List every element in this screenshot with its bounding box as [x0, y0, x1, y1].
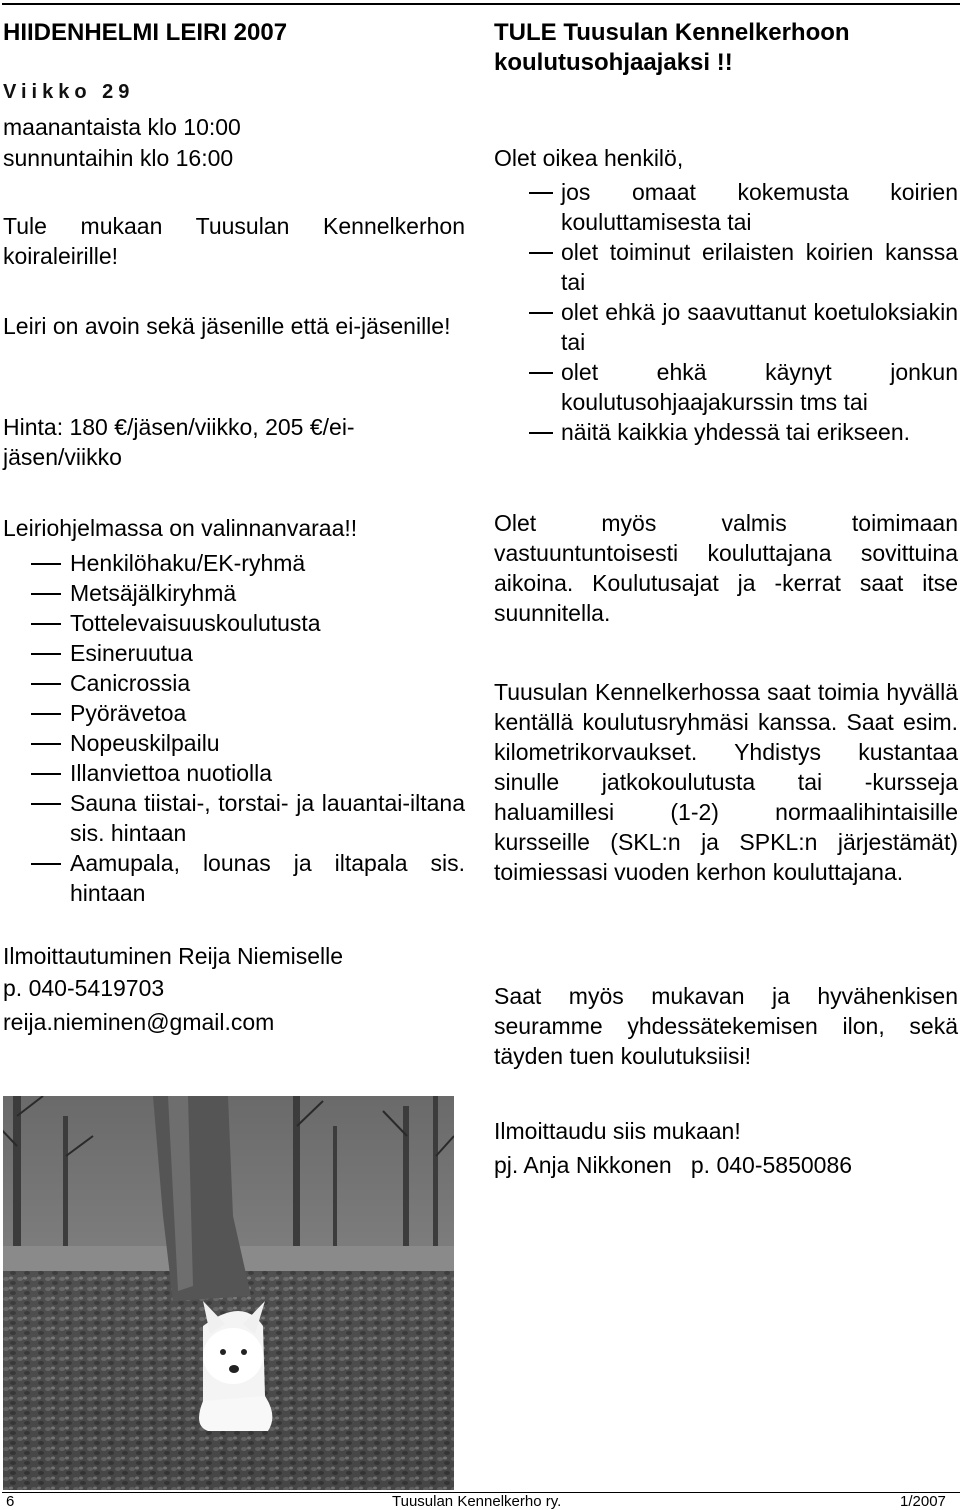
page-number: 6: [6, 1493, 15, 1510]
registration-contact: Ilmoittautuminen Reija Niemiselle: [3, 943, 344, 969]
program-item: Canicrossia: [3, 668, 465, 698]
recruit-title: TULE Tuusulan Kennelkerhoon koulutusohjaajaksi !!: [494, 19, 850, 76]
camp-start-time: maanantaista klo 10:00: [3, 114, 241, 140]
chair-contact: pj. Anja Nikkonen p. 040-5850086: [494, 1152, 853, 1178]
camp-end-time: sunnuntaihin klo 16:00: [3, 145, 234, 171]
week-label: Viikko 29: [3, 81, 135, 103]
condition-item: olet toiminut erilaisten koirien kanssa tai: [494, 237, 958, 297]
camp-title: HIIDENHELMI LEIRI 2007: [3, 19, 288, 46]
footer-issue: 1/2007: [900, 1493, 946, 1510]
program-item: Henkilöhaku/EK-ryhmä: [3, 548, 465, 578]
top-rule: [2, 3, 960, 5]
program-item: Illanviettoa nuotiolla: [3, 758, 465, 788]
condition-item: näitä kaikkia yhdessä tai erikseen.: [494, 417, 958, 447]
recruit-paragraph-1: Olet myös valmis toimimaan vastuuntuntoisesti kouluttajana sovittuina aikoina. Koulutusajat ja -kerrat saat itse suunnitella.: [494, 510, 958, 626]
program-item: Pyörävetoa: [3, 698, 465, 728]
conditions-list: [494, 177, 958, 447]
footer-publisher: Tuusulan Kennelkerho ry.: [392, 1493, 562, 1510]
condition-item: olet ehkä käynyt jonkun koulutusohjaajakurssin tms tai: [494, 357, 958, 417]
program-list: [3, 548, 465, 908]
condition-item: jos omaat kokemusta koirien kouluttamisesta tai: [494, 177, 958, 237]
recruit-lead: Olet oikea henkilö,: [494, 145, 684, 171]
registration-phone: p. 040-5419703: [3, 975, 165, 1001]
camp-open-info: Leiri on avoin sekä jäsenille että ei-jäsenille!: [3, 313, 451, 339]
dog-in-park-photo: [3, 1096, 454, 1490]
condition-item: olet ehkä jo saavuttanut koetuloksiakin tai: [494, 297, 958, 357]
program-item: Sauna tiistai-, torstai- ja lauantai-iltana sis. hintaan: [3, 788, 465, 848]
program-item: Metsäjälkiryhmä: [3, 578, 465, 608]
camp-price: Hinta: 180 €/jäsen/viikko, 205 €/ei-jäsen/viikko: [3, 414, 355, 470]
recruit-paragraph-3: Saat myös mukavan ja hyvähenkisen seuramme yhdessätekemisen ilon, sekä täyden tuen koulutuksiisi!: [494, 983, 958, 1069]
program-item: Aamupala, lounas ja iltapala sis. hintaan: [3, 848, 465, 908]
camp-intro: Tule mukaan Tuusulan Kennelkerhon koiraleirille!: [3, 213, 465, 269]
program-item: Tottelevaisuuskoulutusta: [3, 608, 465, 638]
program-intro: Leiriohjelmassa on valinnanvaraa!!: [3, 515, 358, 541]
program-item: Nopeuskilpailu: [3, 728, 465, 758]
recruit-paragraph-2: Tuusulan Kennelkerhossa saat toimia hyvällä kentällä koulutusryhmäsi kanssa. Saat esim. kilometrikorvaukset. Yhdistys kustantaa sinulle jatkokoulutusta tai -kursseja haluamillesi (1-2) normaalihintaisille kursseille (SKL:n ja SPKL:n järjestämät) toimiessasi vuoden kerhon kouluttajana.: [494, 679, 958, 885]
program-item: Esineruutua: [3, 638, 465, 668]
signup-call: Ilmoittaudu siis mukaan!: [494, 1118, 741, 1144]
registration-email[interactable]: reija.nieminen@gmail.com: [3, 1009, 275, 1035]
